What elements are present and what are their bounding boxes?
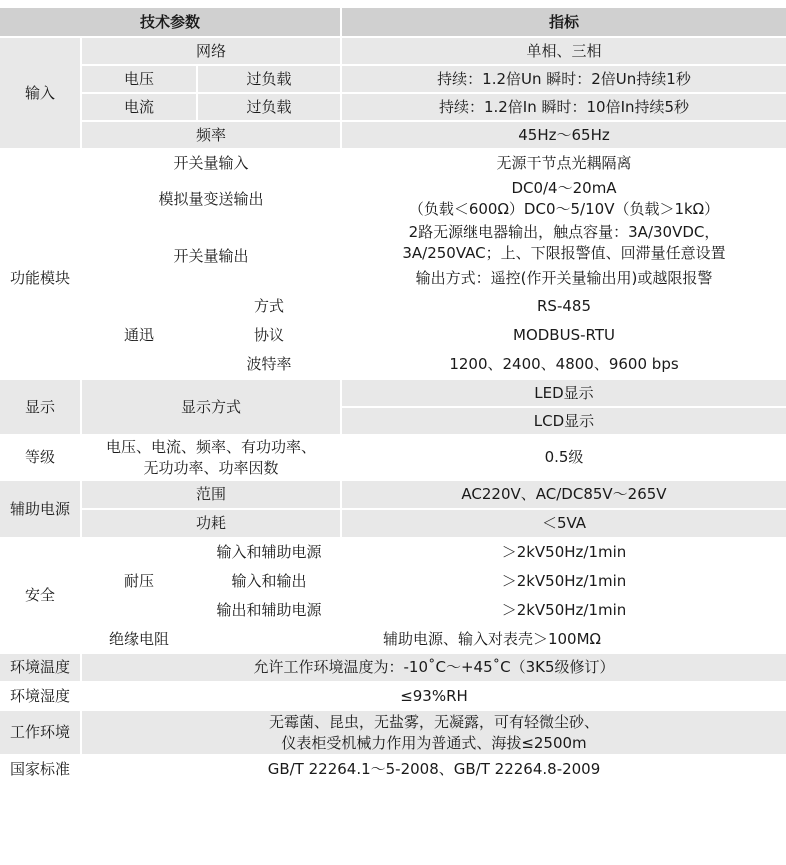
input-voltage-value: 持续：1.2倍Un 瞬时：2倍Un持续1秒 <box>342 66 786 92</box>
input-current-overload: 过负载 <box>198 94 340 120</box>
env-humidity-value: ≤93%RH <box>82 683 786 709</box>
spec-table <box>0 8 786 785</box>
func-comm-protocol: 协议 <box>198 322 340 349</box>
group-aux-power: 辅助电源 <box>0 481 80 537</box>
aux-consumption: 功耗 <box>82 510 340 537</box>
func-comm-protocol-value: MODBUS-RTU <box>342 322 786 349</box>
func-comm-baud: 波特率 <box>198 351 340 378</box>
display-mode-value-led: LED显示 <box>342 380 786 406</box>
input-frequency-value: 45Hz～65Hz <box>342 122 786 148</box>
display-mode-value-lcd: LCD显示 <box>342 408 786 434</box>
work-env-value: 无霉菌、昆虫，无盐雾，无凝露，可有轻微尘砂、 仪表柜受机械力作用为普通式、海拔≤2500m <box>82 711 786 754</box>
aux-range-value: AC220V、AC/DC85V～265V <box>342 481 786 508</box>
func-analog-output-value: DC0/4～20mA （负载＜600Ω）DC0～5/10V（负载＞1kΩ） <box>342 178 786 220</box>
input-network-value: 单相、三相 <box>342 38 786 64</box>
group-input: 输入 <box>0 38 80 148</box>
func-comm-mode: 方式 <box>198 293 340 320</box>
safety-insulation: 绝缘电阻 <box>82 626 196 652</box>
group-display: 显示 <box>0 380 80 434</box>
header-params: 技术参数 <box>0 8 340 36</box>
func-comm: 通迅 <box>82 293 196 378</box>
aux-consumption-value: ＜5VA <box>342 510 786 537</box>
safety-withstand: 耐压 <box>82 539 196 624</box>
input-voltage-overload: 过负载 <box>198 66 340 92</box>
func-switch-output-value-1: 2路无源继电器输出，触点容量：3A/30VDC， 3A/250VAC；上、下限报警值、回滞量任意设置 <box>342 222 786 264</box>
aux-range: 范围 <box>82 481 340 508</box>
group-safety: 安全 <box>0 539 80 652</box>
func-comm-mode-value: RS-485 <box>342 293 786 320</box>
func-switch-output: 开关量输出 <box>82 222 340 291</box>
func-switch-output-value-2: 输出方式：遥控(作开关量输出用)或越限报警 <box>342 266 786 291</box>
grade-items: 电压、电流、频率、有功功率、 无功功率、功率因数 <box>82 436 340 479</box>
safety-in-aux: 输入和辅助电源 <box>198 539 340 566</box>
env-temp-value: 允许工作环境温度为：-10˚C～+45˚C（3K5级修订） <box>82 654 786 681</box>
safety-insulation-value: 辅助电源、输入对表壳＞100MΩ <box>198 626 786 652</box>
safety-in-out-value: ＞2kV50Hz/1min <box>342 568 786 595</box>
group-grade: 等级 <box>0 436 80 479</box>
header-indicators: 指标 <box>342 8 786 36</box>
input-current-value: 持续：1.2倍In 瞬时：10倍In持续5秒 <box>342 94 786 120</box>
national-standard: 国家标准 <box>0 756 80 783</box>
display-mode: 显示方式 <box>82 380 340 434</box>
safety-out-aux: 输出和辅助电源 <box>198 597 340 624</box>
func-switch-input-value: 无源干节点光耦隔离 <box>342 150 786 176</box>
func-switch-input: 开关量输入 <box>82 150 340 176</box>
func-analog-output: 模拟量变送输出 <box>82 178 340 220</box>
input-voltage: 电压 <box>82 66 196 92</box>
safety-out-aux-value: ＞2kV50Hz/1min <box>342 597 786 624</box>
env-humidity: 环境湿度 <box>0 683 80 709</box>
safety-in-aux-value: ＞2kV50Hz/1min <box>342 539 786 566</box>
input-current: 电流 <box>82 94 196 120</box>
input-frequency: 频率 <box>82 122 340 148</box>
national-standard-value: GB/T 22264.1～5-2008、GB/T 22264.8-2009 <box>82 756 786 783</box>
work-env: 工作环境 <box>0 711 80 754</box>
func-comm-baud-value: 1200、2400、4800、9600 bps <box>342 351 786 378</box>
group-function: 功能模块 <box>0 150 80 406</box>
grade-value: 0.5级 <box>342 436 786 479</box>
input-network: 网络 <box>82 38 340 64</box>
safety-in-out: 输入和输出 <box>198 568 340 595</box>
env-temp: 环境温度 <box>0 654 80 681</box>
